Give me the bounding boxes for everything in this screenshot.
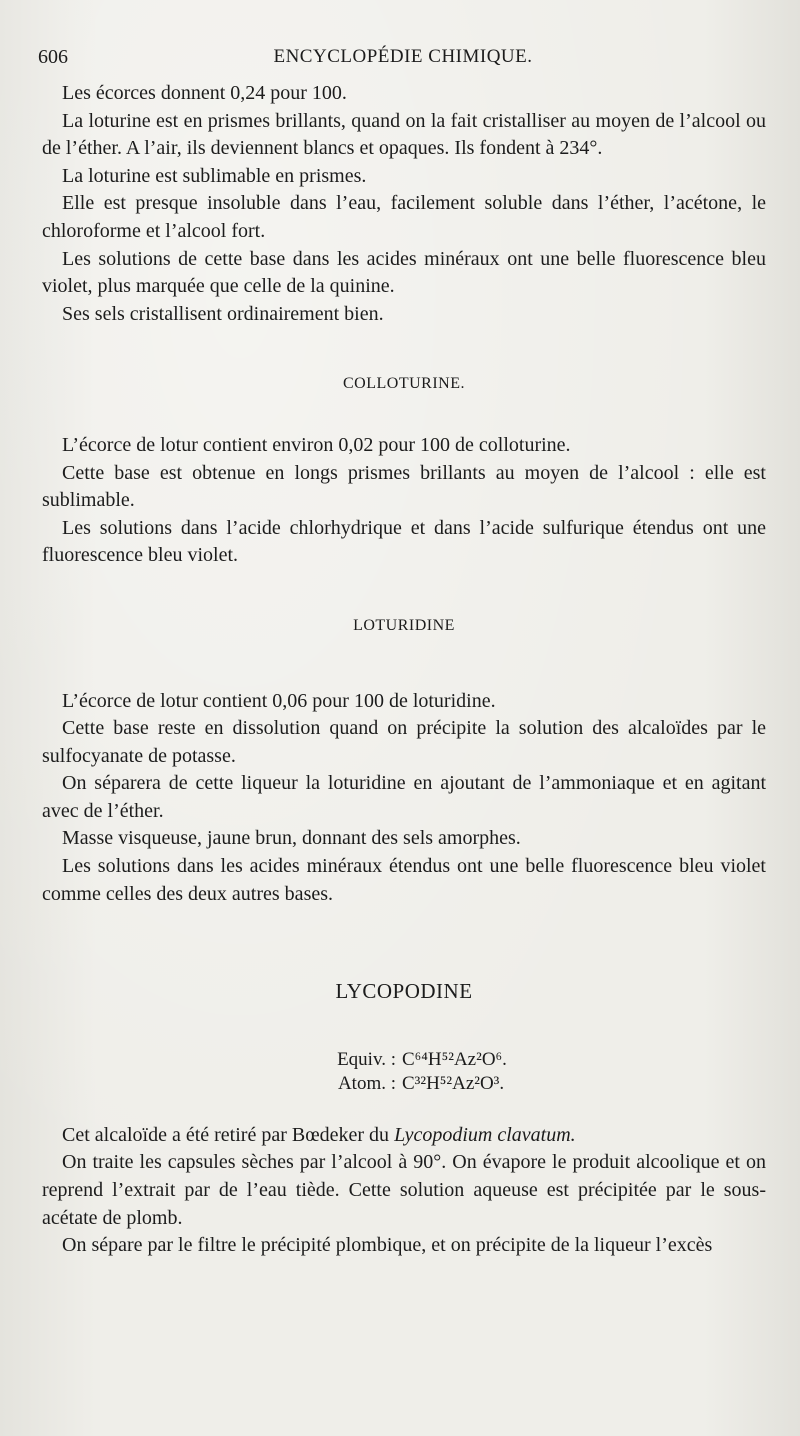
section-title-colloturine: COLLOTURINE. [343,375,465,393]
body-text [42,80,766,1260]
paragraph-text: Cet alcaloïde a été retiré par Bœdeker du [62,1123,395,1146]
paragraph: On séparera de cette liqueur la loturidine en ajoutant de l’ammoniaque et en agitant avec de l’éther. [42,772,766,822]
formula-atom [334,1072,564,1096]
paragraph: Les solutions de cette base dans les acides minéraux ont une belle fluorescence bleu violet, plus marquée que celle de la quinine. [42,247,766,298]
formula-value: C⁶⁴H⁵²Az²O⁶. [402,1048,507,1070]
formula-value: C³²H⁵²Az²O³. [402,1072,505,1094]
page-header [38,46,768,72]
species-name: Lycopodium clavatum. [394,1123,576,1146]
paragraph: On traite les capsules sèches par l’alcool à 90°. On évapore le produit alcoolique et on reprend l’extrait par de l’eau tiède. Cette solution aqueuse est précipitée par le sous-acétate de plomb. [42,1151,766,1229]
formula-block [42,1048,766,1096]
paragraph: Les écorces donnent 0,24 pour 100. [62,82,347,104]
running-head: ENCYCLOPÉDIE CHIMIQUE. [273,46,533,67]
formula-label: Atom. : [337,1072,396,1094]
paragraph: On sépare par le filtre le précipité plombique, et on précipite de la liqueur l’excès [62,1234,713,1257]
paragraph: Elle est presque insoluble dans l’eau, facilement soluble dans l’éther, l’acétone, le chloroforme et l’alcool fort. [42,192,766,242]
paragraph: L’écorce de lotur contient 0,06 pour 100 de loturidine. [62,689,496,712]
formula-label: Equiv. : [337,1048,396,1070]
formula-equiv [334,1048,564,1072]
paragraph: Les solutions dans l’acide chlorhydrique et dans l’acide sulfurique étendus ont une fluorescence bleu violet. [42,516,766,567]
paragraph: L’écorce de lotur contient environ 0,02 pour 100 de colloturine. [62,433,571,456]
paragraph: Cette base est obtenue en longs prismes brillants au moyen de l’alcool : elle est sublimable. [42,461,766,512]
paragraph: La loturine est en prismes brillants, quand on la fait cristalliser au moyen de l’alcool ou de l’éther. A l’air, ils deviennent blancs et opaques. Ils fondent à 234°. [42,109,766,160]
paragraph: Ses sels cristallisent ordinairement bien. [62,302,384,325]
section-title-loturidine: LOTURIDINE [353,616,455,634]
page-number: 606 [38,46,68,68]
section-title-lycopodine: LYCOPODINE [335,979,473,1004]
paragraph: La loturine est sublimable en prismes. [62,164,367,187]
paragraph: Les solutions dans les acides minéraux étendus ont une belle fluorescence bleu violet comme celles des deux autres bases. [42,855,766,905]
paragraph: Masse visqueuse, jaune brun, donnant des sels amorphes. [62,827,521,850]
paragraph: Cette base reste en dissolution quand on précipite la solution des alcaloïdes par le sulfocyanate de potasse. [42,717,766,767]
paragraph [42,1122,766,1150]
